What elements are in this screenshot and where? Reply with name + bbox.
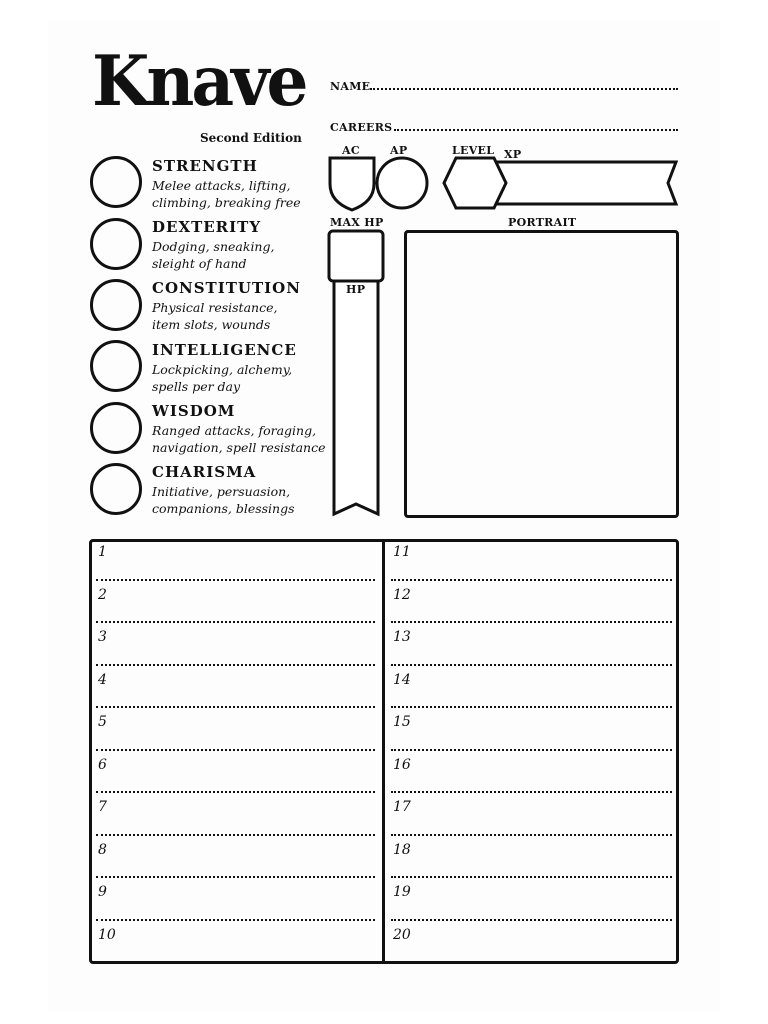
slot-line[interactable] <box>96 919 375 921</box>
slot-number: 14 <box>393 671 411 688</box>
ap-label: AP <box>390 144 408 157</box>
slot-line[interactable] <box>391 621 672 623</box>
level-label: LEVEL <box>452 144 495 157</box>
slot-line[interactable] <box>96 706 375 708</box>
attribute-name: CHARISMA <box>152 463 257 481</box>
slot-line[interactable] <box>391 876 672 878</box>
slot-line[interactable] <box>96 791 375 793</box>
name-label: NAME <box>330 80 371 93</box>
level-hexagon[interactable] <box>444 158 506 208</box>
hp-label: HP <box>346 283 366 296</box>
portrait-box[interactable] <box>404 230 679 518</box>
constitution-circle[interactable] <box>90 279 142 331</box>
slot-number: 19 <box>393 884 411 900</box>
slot-line[interactable] <box>96 749 375 751</box>
attribute-desc: Dodging, sneaking, sleight of hand <box>152 239 275 271</box>
edition-label: Second Edition <box>200 131 302 145</box>
slot-line[interactable] <box>96 834 375 836</box>
attribute-desc: Initiative, persuasion, companions, blessings <box>152 484 295 516</box>
slot-line[interactable] <box>391 791 672 793</box>
slot-number: 4 <box>98 671 107 688</box>
slot-number: 8 <box>98 841 107 858</box>
careers-field[interactable] <box>394 129 678 131</box>
attribute-desc: Ranged attacks, foraging, navigation, spell resistance <box>152 423 326 455</box>
attribute-desc: Melee attacks, lifting, climbing, breaking free <box>152 178 301 210</box>
slot-number: 3 <box>98 629 107 645</box>
slot-number: 16 <box>393 756 411 773</box>
attribute-name: INTELLIGENCE <box>152 341 297 359</box>
attribute-name: CONSTITUTION <box>152 279 301 297</box>
slot-line[interactable] <box>96 664 375 666</box>
slot-number: 13 <box>393 629 411 645</box>
attribute-desc: Lockpicking, alchemy, spells per day <box>152 362 293 394</box>
ap-circle[interactable] <box>377 158 427 208</box>
slot-number: 2 <box>98 586 107 603</box>
attribute-name: WISDOM <box>152 402 236 420</box>
slot-line[interactable] <box>391 579 672 581</box>
charisma-circle[interactable] <box>90 463 142 515</box>
knave-logo: Knave <box>92 40 306 122</box>
stats-shapes <box>324 154 684 216</box>
slot-line[interactable] <box>96 876 375 878</box>
slot-number: 12 <box>393 586 411 603</box>
ac-shield-icon[interactable] <box>330 158 374 210</box>
slot-number: 10 <box>98 926 116 943</box>
attribute-desc: Physical resistance, item slots, wounds <box>152 300 278 332</box>
slot-number: 17 <box>393 799 411 815</box>
slot-number: 11 <box>393 544 411 560</box>
slot-line[interactable] <box>391 664 672 666</box>
careers-label: CAREERS <box>330 121 393 134</box>
slot-number: 7 <box>98 799 107 815</box>
attribute-name: STRENGTH <box>152 157 258 175</box>
slot-line[interactable] <box>391 749 672 751</box>
slot-number: 6 <box>98 756 107 773</box>
slot-number: 20 <box>393 926 411 943</box>
xp-banner[interactable] <box>496 162 676 204</box>
slot-line[interactable] <box>96 621 375 623</box>
slot-number: 9 <box>98 884 107 900</box>
strength-circle[interactable] <box>90 156 142 208</box>
dexterity-circle[interactable] <box>90 218 142 270</box>
max-hp-box[interactable] <box>329 231 383 281</box>
slot-line[interactable] <box>391 834 672 836</box>
slot-number: 5 <box>98 714 107 730</box>
slot-number: 15 <box>393 714 411 730</box>
intelligence-circle[interactable] <box>90 340 142 392</box>
slot-line[interactable] <box>391 919 672 921</box>
name-field[interactable] <box>370 88 678 90</box>
inventory-divider <box>382 540 385 963</box>
slot-number: 18 <box>393 841 411 858</box>
hp-banner <box>326 228 386 520</box>
xp-label: XP <box>504 148 522 161</box>
attribute-name: DEXTERITY <box>152 218 262 236</box>
slot-number: 1 <box>98 544 107 560</box>
wisdom-circle[interactable] <box>90 402 142 454</box>
slot-line[interactable] <box>96 579 375 581</box>
hp-track[interactable] <box>334 278 378 514</box>
max-hp-label: MAX HP <box>330 216 384 229</box>
portrait-label: PORTRAIT <box>508 216 577 229</box>
slot-line[interactable] <box>391 706 672 708</box>
ac-label: AC <box>342 144 360 157</box>
